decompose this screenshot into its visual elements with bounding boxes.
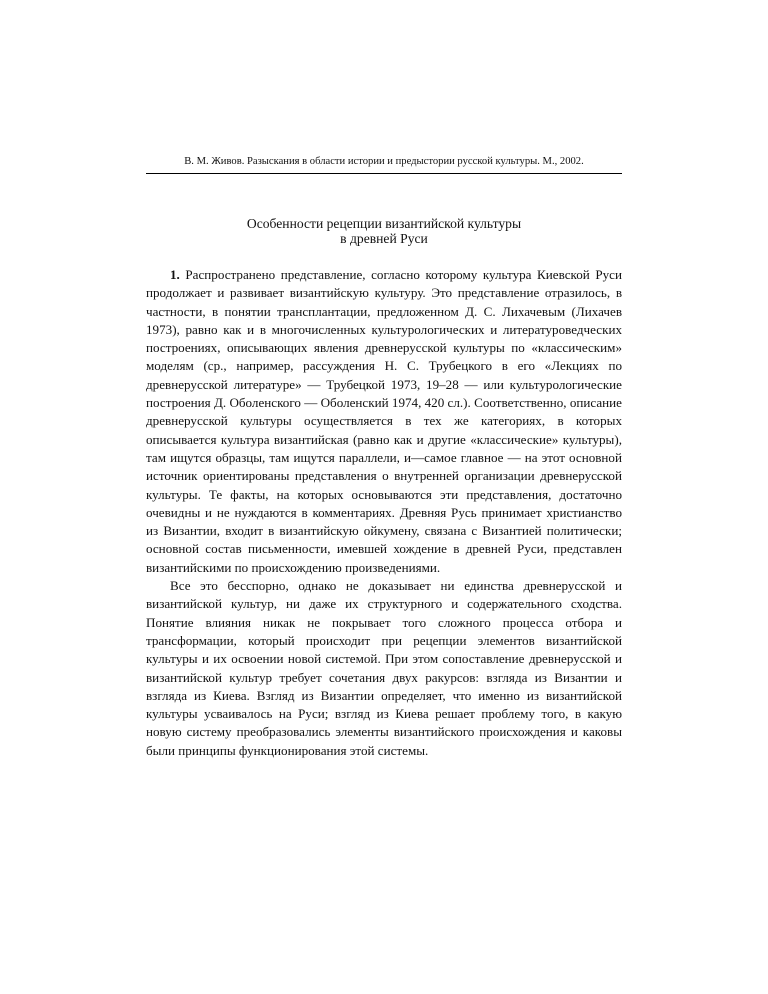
header-rule (146, 173, 622, 174)
paragraph-2-text: Все это бесспорно, однако не доказывает ни единства древнерусской и византийской культур, ни даже их структурного и содержательного сходства. Понятие влияния никак не покрывает того сложного процесса отбора и трансформации, который происходит при рецепции элементов византийской культуры и их освоении новой системой. При этом сопоставление древнерусской и византийской культур требует сочетания двух ракурсов: взгляда из Византии и взгляда из Киева. Взгляд из Византии определяет, что именно из византийской культуры усваивалось на Руси; взгляд из Киева решает проблему того, в какую новую систему преобразовались элементы византийского происхождения и каковы были принципы функционирования этой системы. (146, 578, 622, 758)
section-number: 1. (170, 267, 180, 282)
running-header: В. М. Живов. Разыскания в области истории и предыстории русской культуры. М., 2002. (184, 156, 584, 167)
article-title-line-1: Особенности рецепции византийской культуры (246, 216, 522, 231)
paragraph-1 (146, 266, 622, 577)
paragraph-1-text: Распространено представление, согласно которому культура Киевской Руси продолжает и развивает византийскую культуру. Это представление отразилось, в частности, в понятии трансплантации, предложенном Д. С. Лихачевым (Лихачев 1973), равно как и в многочисленных культурологических и литературоведческих построениях, описывающих явления древнерусской культуры по «классическим» моделям (ср., например, рассуждения Н. С. Трубецкого в его «Лекциях по древнерусской литературе» — Трубецкой 1973, 19–28 — или культурологические построения Д. Оболенского — Оболенский 1974, 420 сл.). Соответственно, описание древнерусской культуры осуществляется в тех же категориях, в которых описывается культура византийская (равно как и другие «классические» культуры), там ищутся образцы, там ищутся параллели, и—самое главное — на этот основной источник ориентированы представления о внутренней организации древнерусской культуры. Те факты, на которых основываются эти представления, достаточно очевидны и не нуждаются в комментариях. Древняя Русь принимает христианство из Византии, входит в византийскую ойкумену, связана с Византией политически; основной состав письменности, имевшей хождение в древней Руси, представлен византийскими по происхождению произведениями. (146, 267, 622, 575)
article-title (146, 216, 622, 246)
paragraph-2 (146, 577, 622, 760)
body-text (146, 266, 622, 760)
article-title-line-2: в древней Руси (340, 231, 428, 246)
